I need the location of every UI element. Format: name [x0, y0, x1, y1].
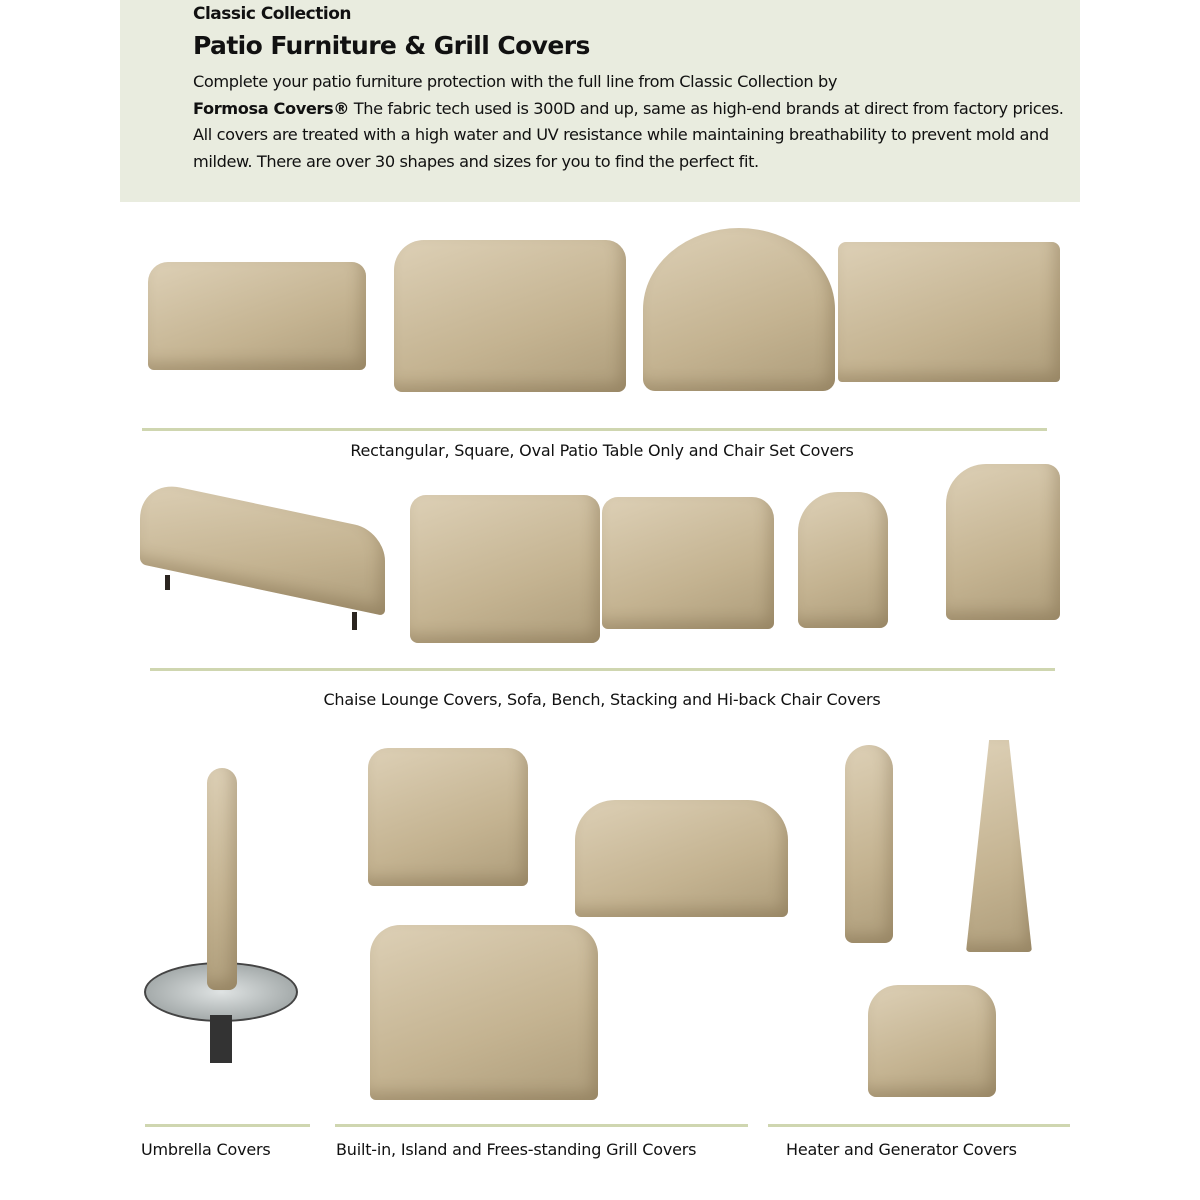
section-caption: Heater and Generator Covers — [786, 1140, 1017, 1159]
brand-name: Formosa Covers® — [193, 98, 350, 118]
table-base — [210, 1015, 232, 1063]
umbrella-cover-image — [207, 768, 237, 990]
sofa-cover-image — [410, 495, 600, 643]
patio-heater-cover-image — [845, 745, 893, 943]
bench-cover-image — [602, 497, 774, 629]
stacking-chair-cover-image — [798, 492, 888, 628]
divider — [142, 428, 1047, 431]
island-grill-cover-image — [575, 800, 788, 917]
divider — [768, 1124, 1070, 1127]
pyramid-heater-cover-image — [966, 740, 1032, 952]
intro-paragraph: Complete your patio furniture protection with the full line from Classic Collection by Formosa Covers® The fabric tech used is 300D and up, same as high-end brands at direct from factory prices. All covers are treated with a high water and UV resistance while maintaining breathability to prevent mold and mildew. There are over 30 shapes and sizes for you to find the perfect fit. — [193, 72, 1064, 171]
divider — [145, 1124, 310, 1127]
divider — [335, 1124, 748, 1127]
page-title: Patio Furniture & Grill Covers — [193, 31, 590, 60]
leg — [165, 575, 170, 590]
hi-back-chair-cover-image — [946, 464, 1060, 620]
chaise-lounge-cover-image — [140, 479, 385, 616]
table-only-cover-image — [838, 242, 1060, 382]
divider — [150, 668, 1055, 671]
header-panel — [120, 0, 1080, 202]
section-caption: Chaise Lounge Covers, Sofa, Bench, Stacking and Hi-back Chair Covers — [323, 690, 881, 709]
section-caption: Rectangular, Square, Oval Patio Table Only and Chair Set Covers — [350, 441, 854, 460]
rectangular-table-cover-image — [148, 262, 366, 370]
section-caption: Umbrella Covers — [141, 1140, 271, 1159]
section-caption: Built-in, Island and Frees-standing Grill Covers — [336, 1140, 697, 1159]
built-in-grill-cover-image — [368, 748, 528, 886]
generator-cover-image — [868, 985, 996, 1097]
oval-table-cover-image — [643, 228, 835, 391]
leg — [352, 612, 357, 630]
square-set-cover-image — [394, 240, 626, 392]
freestanding-grill-cover-image — [370, 925, 598, 1100]
collection-label: Classic Collection — [193, 4, 351, 24]
